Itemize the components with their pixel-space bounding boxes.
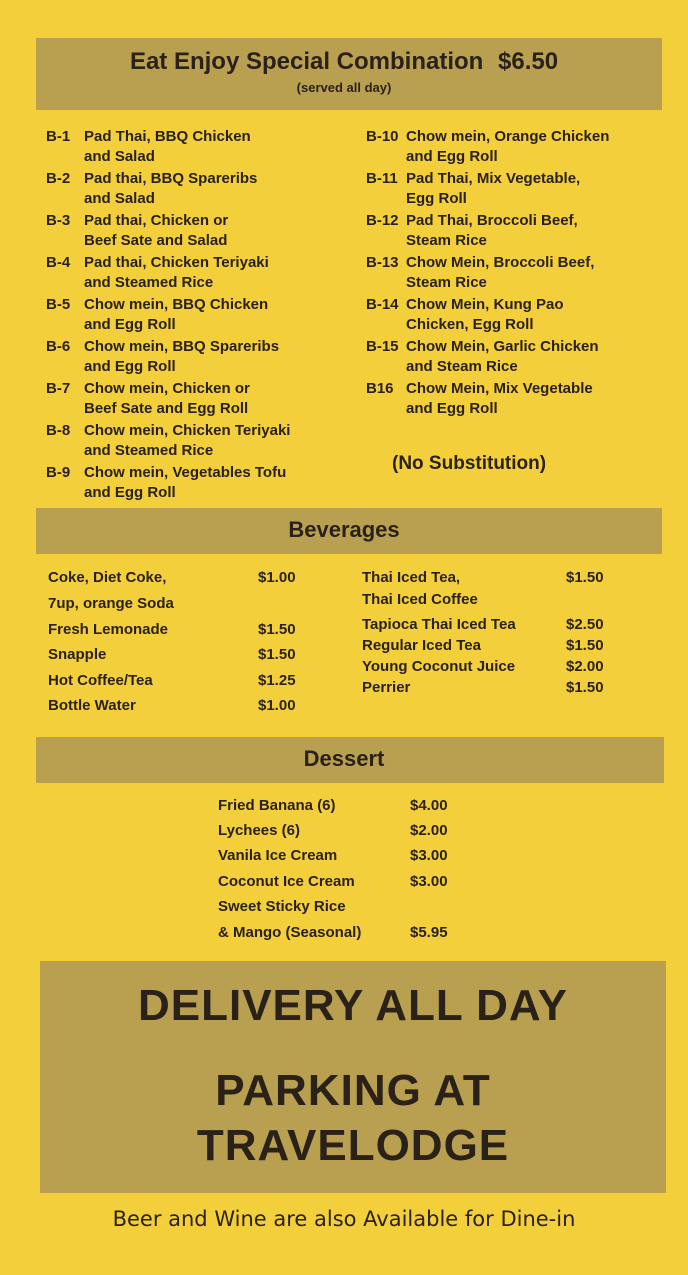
menu-item-name: Young Coconut Juice: [362, 658, 516, 675]
combo-code: B-2: [46, 170, 71, 187]
menu-item-price: $1.25: [258, 672, 296, 689]
combo-line: Chicken, Egg Roll: [406, 315, 534, 333]
menu-item-price: $5.95: [410, 924, 448, 941]
combo-code: B-7: [46, 380, 71, 397]
menu-item-name: Vanila Ice Cream: [218, 847, 338, 864]
menu-item-name: Fried Banana (6): [218, 797, 336, 814]
combo-line: Chow Mein, Broccoli Beef,: [406, 254, 595, 271]
combo-item: [366, 337, 666, 376]
menu-item-name: & Mango (Seasonal): [218, 924, 362, 941]
menu-item-name: Lychees (6): [218, 822, 300, 839]
combo-item: [46, 127, 346, 166]
menu-item-price: $1.00: [258, 569, 296, 586]
combo-item: [46, 253, 346, 292]
combo-item: [46, 295, 346, 334]
combo-line: and Steam Rice: [406, 357, 518, 375]
combo-line: Chow Mein, Garlic Chicken: [406, 338, 599, 355]
combo-line: Pad Thai, BBQ Chicken: [84, 128, 251, 145]
combo-item: [46, 379, 346, 418]
combo-item: [366, 379, 666, 418]
promo-delivery: DELIVERY ALL DAY: [137, 981, 569, 1030]
combo-code: B-4: [46, 254, 71, 271]
combo-code: B-13: [366, 254, 399, 271]
combo-line: Chow mein, Chicken or: [84, 380, 250, 397]
combo-line: Pad thai, Chicken Teriyaki: [84, 254, 269, 271]
combo-item: [46, 211, 346, 250]
menu-item-name: 7up, orange Soda: [48, 595, 174, 612]
combo-line: Pad thai, Chicken or: [84, 212, 229, 229]
combination-left-column: [46, 127, 346, 505]
menu-item-price: $1.50: [258, 621, 296, 638]
combo-code: B-1: [46, 128, 71, 145]
combo-item: [366, 253, 666, 292]
menu-item-name: Fresh Lemonade: [48, 621, 169, 638]
combo-line: and Egg Roll: [84, 483, 176, 501]
combo-line: and Salad: [84, 189, 155, 207]
menu-item-price: $1.50: [566, 679, 604, 696]
combo-line: Pad Thai, Mix Vegetable,: [406, 170, 581, 187]
combination-title-row: [0, 48, 688, 76]
menu-item-price: $1.50: [566, 637, 604, 654]
combination-right-column: [366, 127, 666, 421]
beverages-title: Beverages: [288, 517, 400, 542]
combo-line: Egg Roll: [406, 189, 467, 207]
no-substitution-note: (No Substitution): [392, 453, 547, 474]
dessert-title: Dessert: [303, 746, 385, 771]
combo-item: [366, 211, 666, 250]
combo-code: B-11: [366, 170, 398, 187]
menu-item-name: Coke, Diet Coke,: [48, 569, 167, 586]
footer-note: Beer and Wine are also Available for Dine-in: [112, 1207, 576, 1231]
combination-subtitle: (served all day): [296, 80, 392, 95]
combo-line: Chow mein, Chicken Teriyaki: [84, 422, 291, 439]
menu-item-name: Snapple: [48, 646, 107, 663]
menu-item-price: $2.50: [566, 616, 604, 633]
combo-line: and Egg Roll: [84, 315, 176, 333]
combo-code: B-15: [366, 338, 399, 355]
combo-item: [46, 169, 346, 208]
combo-code: B16: [366, 380, 394, 397]
combo-line: and Egg Roll: [406, 147, 498, 165]
combo-line: Chow mein, BBQ Chicken: [84, 296, 269, 313]
menu-item-price: $1.00: [258, 697, 296, 714]
combo-line: Steam Rice: [406, 231, 487, 249]
combo-line: and Steamed Rice: [84, 273, 214, 291]
combo-code: B-8: [46, 422, 71, 439]
menu-item-price: $1.50: [566, 569, 604, 586]
combo-line: Beef Sate and Salad: [84, 231, 228, 249]
combo-line: and Salad: [84, 147, 155, 165]
menu-item-name: Hot Coffee/Tea: [48, 672, 153, 689]
combo-line: and Egg Roll: [406, 399, 498, 417]
menu-item-price: $2.00: [566, 658, 604, 675]
combo-code: B-12: [366, 212, 399, 229]
menu-item-name: Bottle Water: [48, 697, 136, 714]
combo-line: Chow Mein, Kung Pao: [406, 296, 564, 313]
combo-code: B-14: [366, 296, 399, 313]
combo-item: [366, 127, 666, 166]
promo-travelodge: TRAVELODGE: [196, 1121, 510, 1170]
combo-line: Chow Mein, Mix Vegetable: [406, 380, 593, 397]
combo-line: Pad Thai, Broccoli Beef,: [406, 212, 578, 229]
menu-item-name: Perrier: [362, 679, 411, 696]
menu-item-name: Thai Iced Tea,: [362, 569, 461, 586]
combo-item: [46, 421, 346, 460]
combo-line: and Steamed Rice: [84, 441, 214, 459]
combination-price: $6.50: [498, 48, 559, 75]
combo-line: Beef Sate and Egg Roll: [84, 399, 249, 417]
combo-line: Steam Rice: [406, 273, 487, 291]
menu-item-name: Coconut Ice Cream: [218, 873, 355, 890]
combo-item: [366, 169, 666, 208]
combo-code: B-6: [46, 338, 71, 355]
promo-parking: PARKING AT: [215, 1066, 491, 1115]
combo-code: B-9: [46, 464, 71, 481]
menu-item-name: Tapioca Thai Iced Tea: [362, 616, 516, 633]
promo-banner: [40, 961, 666, 1193]
combo-line: Chow mein, BBQ Spareribs: [84, 338, 280, 355]
combo-code: B-10: [366, 128, 399, 145]
menu-item-price: $3.00: [410, 847, 448, 864]
combo-line: and Egg Roll: [84, 357, 176, 375]
menu-item-price: $2.00: [410, 822, 448, 839]
combo-code: B-5: [46, 296, 71, 313]
combo-line: Chow mein, Orange Chicken: [406, 128, 610, 145]
menu-item-name: Thai Iced Coffee: [362, 591, 478, 608]
combo-item: [366, 295, 666, 334]
menu-item-name: Sweet Sticky Rice: [218, 898, 346, 915]
menu-item-price: $3.00: [410, 873, 448, 890]
combo-item: [46, 463, 346, 502]
combo-code: B-3: [46, 212, 71, 229]
menu-item-price: $1.50: [258, 646, 296, 663]
combo-line: Chow mein, Vegetables Tofu: [84, 464, 287, 481]
combo-line: Pad thai, BBQ Spareribs: [84, 170, 258, 187]
menu-item-price: $4.00: [410, 797, 448, 814]
combo-item: [46, 337, 346, 376]
combination-title: Eat Enjoy Special Combination: [129, 48, 484, 75]
menu-item-name: Regular Iced Tea: [362, 637, 481, 654]
